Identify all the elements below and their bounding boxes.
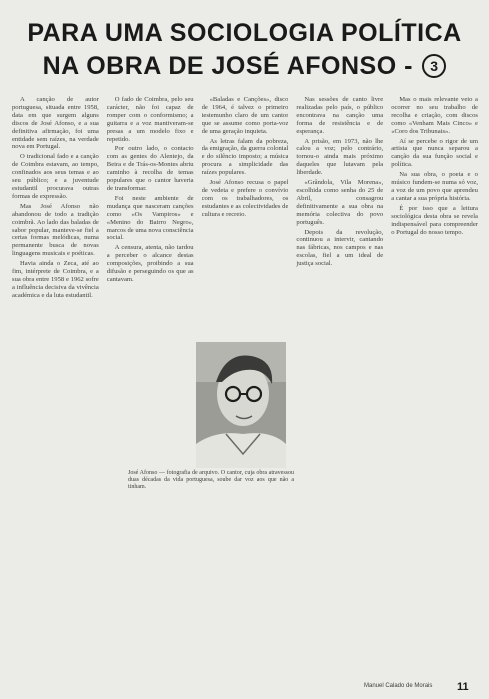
paragraph: Mas José Afonso não abandonou de todo a tradição coimbrã. Ao lado das baladas de sabor popular, manteve-se fiel a certas formas melódicas, numa permanente busca de novas linguagens musicais e poéticas. — [12, 202, 99, 258]
article-column-4 — [296, 96, 383, 681]
paragraph: Nas sessões de canto livre realizadas pelo país, o público encontrava na canção uma forma de resistência e de esperança. — [296, 96, 384, 135]
article-column-2 — [107, 96, 194, 681]
headline-line-2-text: NA OBRA DE JOSÉ AFONSO - — [42, 52, 413, 80]
part-number-badge: 3 — [422, 54, 446, 78]
paragraph: O fado de Coimbra, pelo seu carácter, não foi capaz de romper com o conformismo; a guitarra e a voz mantiveram-se presas a um modelo fixo e repetido. — [106, 96, 194, 143]
paragraph: Na sua obra, o poeta e o músico fundem-se numa só voz, a voz de um povo que aprendeu a cantar a sua própria história. — [391, 171, 478, 202]
page-number: 11 — [457, 681, 469, 693]
paragraph: Mas o mais relevante veio a ocorrer no seu trabalho de recolha e criação, com discos como «Venham Mais Cinco» e «Coro dos Tribunais». — [391, 96, 478, 135]
paragraph: A prisão, em 1973, não lhe calou a voz; pelo contrário, tornou-o ainda mais próximo daqueles que lutavam pela liberdade. — [296, 137, 384, 177]
photo-caption: José Afonso — fotografia de arquivo. O cantor, cuja obra atravessou duas décadas da vida portuguesa, soube dar voz aos que não a tinham. — [128, 470, 294, 490]
article-headline — [0, 18, 489, 82]
paragraph: A canção de autor portuguesa, situada entre 1958, data em que surgem alguns discos de José Afonso, e a sua definitiva afirmação, foi uma entidade sem raízes, na verdade nova em Portugal. — [12, 96, 99, 151]
article-column-5 — [391, 96, 478, 681]
paragraph: «Baladas e Canções», disco de 1964, é talvez o primeiro testemunho claro de um cantor que se assume como porta-voz de uma geração inquieta. — [201, 96, 289, 135]
paragraph: Por outro lado, o contacto com as gentes do Alentejo, da Beira e de Trás-os-Montes abriu caminho à recolha de temas populares que o cantor haveria de transformar. — [106, 145, 194, 192]
paragraph: José Afonso recusa o papel de vedeta e prefere o convívio com os trabalhadores, os estudantes e as colectividades de cultura e recreio. — [201, 179, 289, 218]
paragraph: Havia ainda o Zeca, até ao fim, intérprete de Coimbra, e a sua obra entre 1958 e 1962 sofre a influência decisiva da vivência académica e da luta estudantil. — [12, 260, 99, 299]
headline-line-2 — [0, 50, 489, 82]
portrait-photo — [196, 342, 286, 468]
paragraph: A censura, atenta, não tardou a perceber o alcance destas composições, proibindo a sua difusão e perseguindo os que as cantavam. — [106, 244, 194, 283]
portrait-illustration — [196, 342, 286, 468]
paragraph: Depois da revolução, continuou a intervir, cantando nas fábricas, nos campos e nas escolas, fiel a um ideal de justiça social. — [296, 228, 384, 268]
paragraph: «Grândola, Vila Morena», escolhida como senha do 25 de Abril, consagrou definitivamente a sua obra na memória colectiva do povo português. — [296, 179, 384, 226]
paragraph: O tradicional fado e a canção de Coimbra estavam, ao tempo, confinados aos seus temas e ao seu público; e a juventude estudantil procurava outras formas de expressão. — [12, 153, 99, 200]
paragraph: As letras falam da pobreza, da emigração, da guerra colonial e do silêncio imposto; a música procura a simplicidade das raízes populares. — [201, 137, 289, 177]
paragraph: É por isso que a leitura sociológica desta obra se revela indispensável para compreender o Portugal do nosso tempo. — [391, 204, 478, 236]
paragraph: Foi neste ambiente de mudança que nasceram canções como «Os Vampiros» e «Menino do Bairro Negro», marcos de uma nova consciência social. — [106, 194, 194, 242]
author-signature: Manuel Calado de Morais — [364, 683, 433, 689]
headline-line-1: PARA UMA SOCIOLOGIA POLÍTICA — [27, 19, 462, 47]
article-column-1 — [12, 96, 99, 681]
paragraph: Aí se percebe o rigor de um artista que nunca separou a canção da sua função social e política. — [391, 137, 478, 169]
